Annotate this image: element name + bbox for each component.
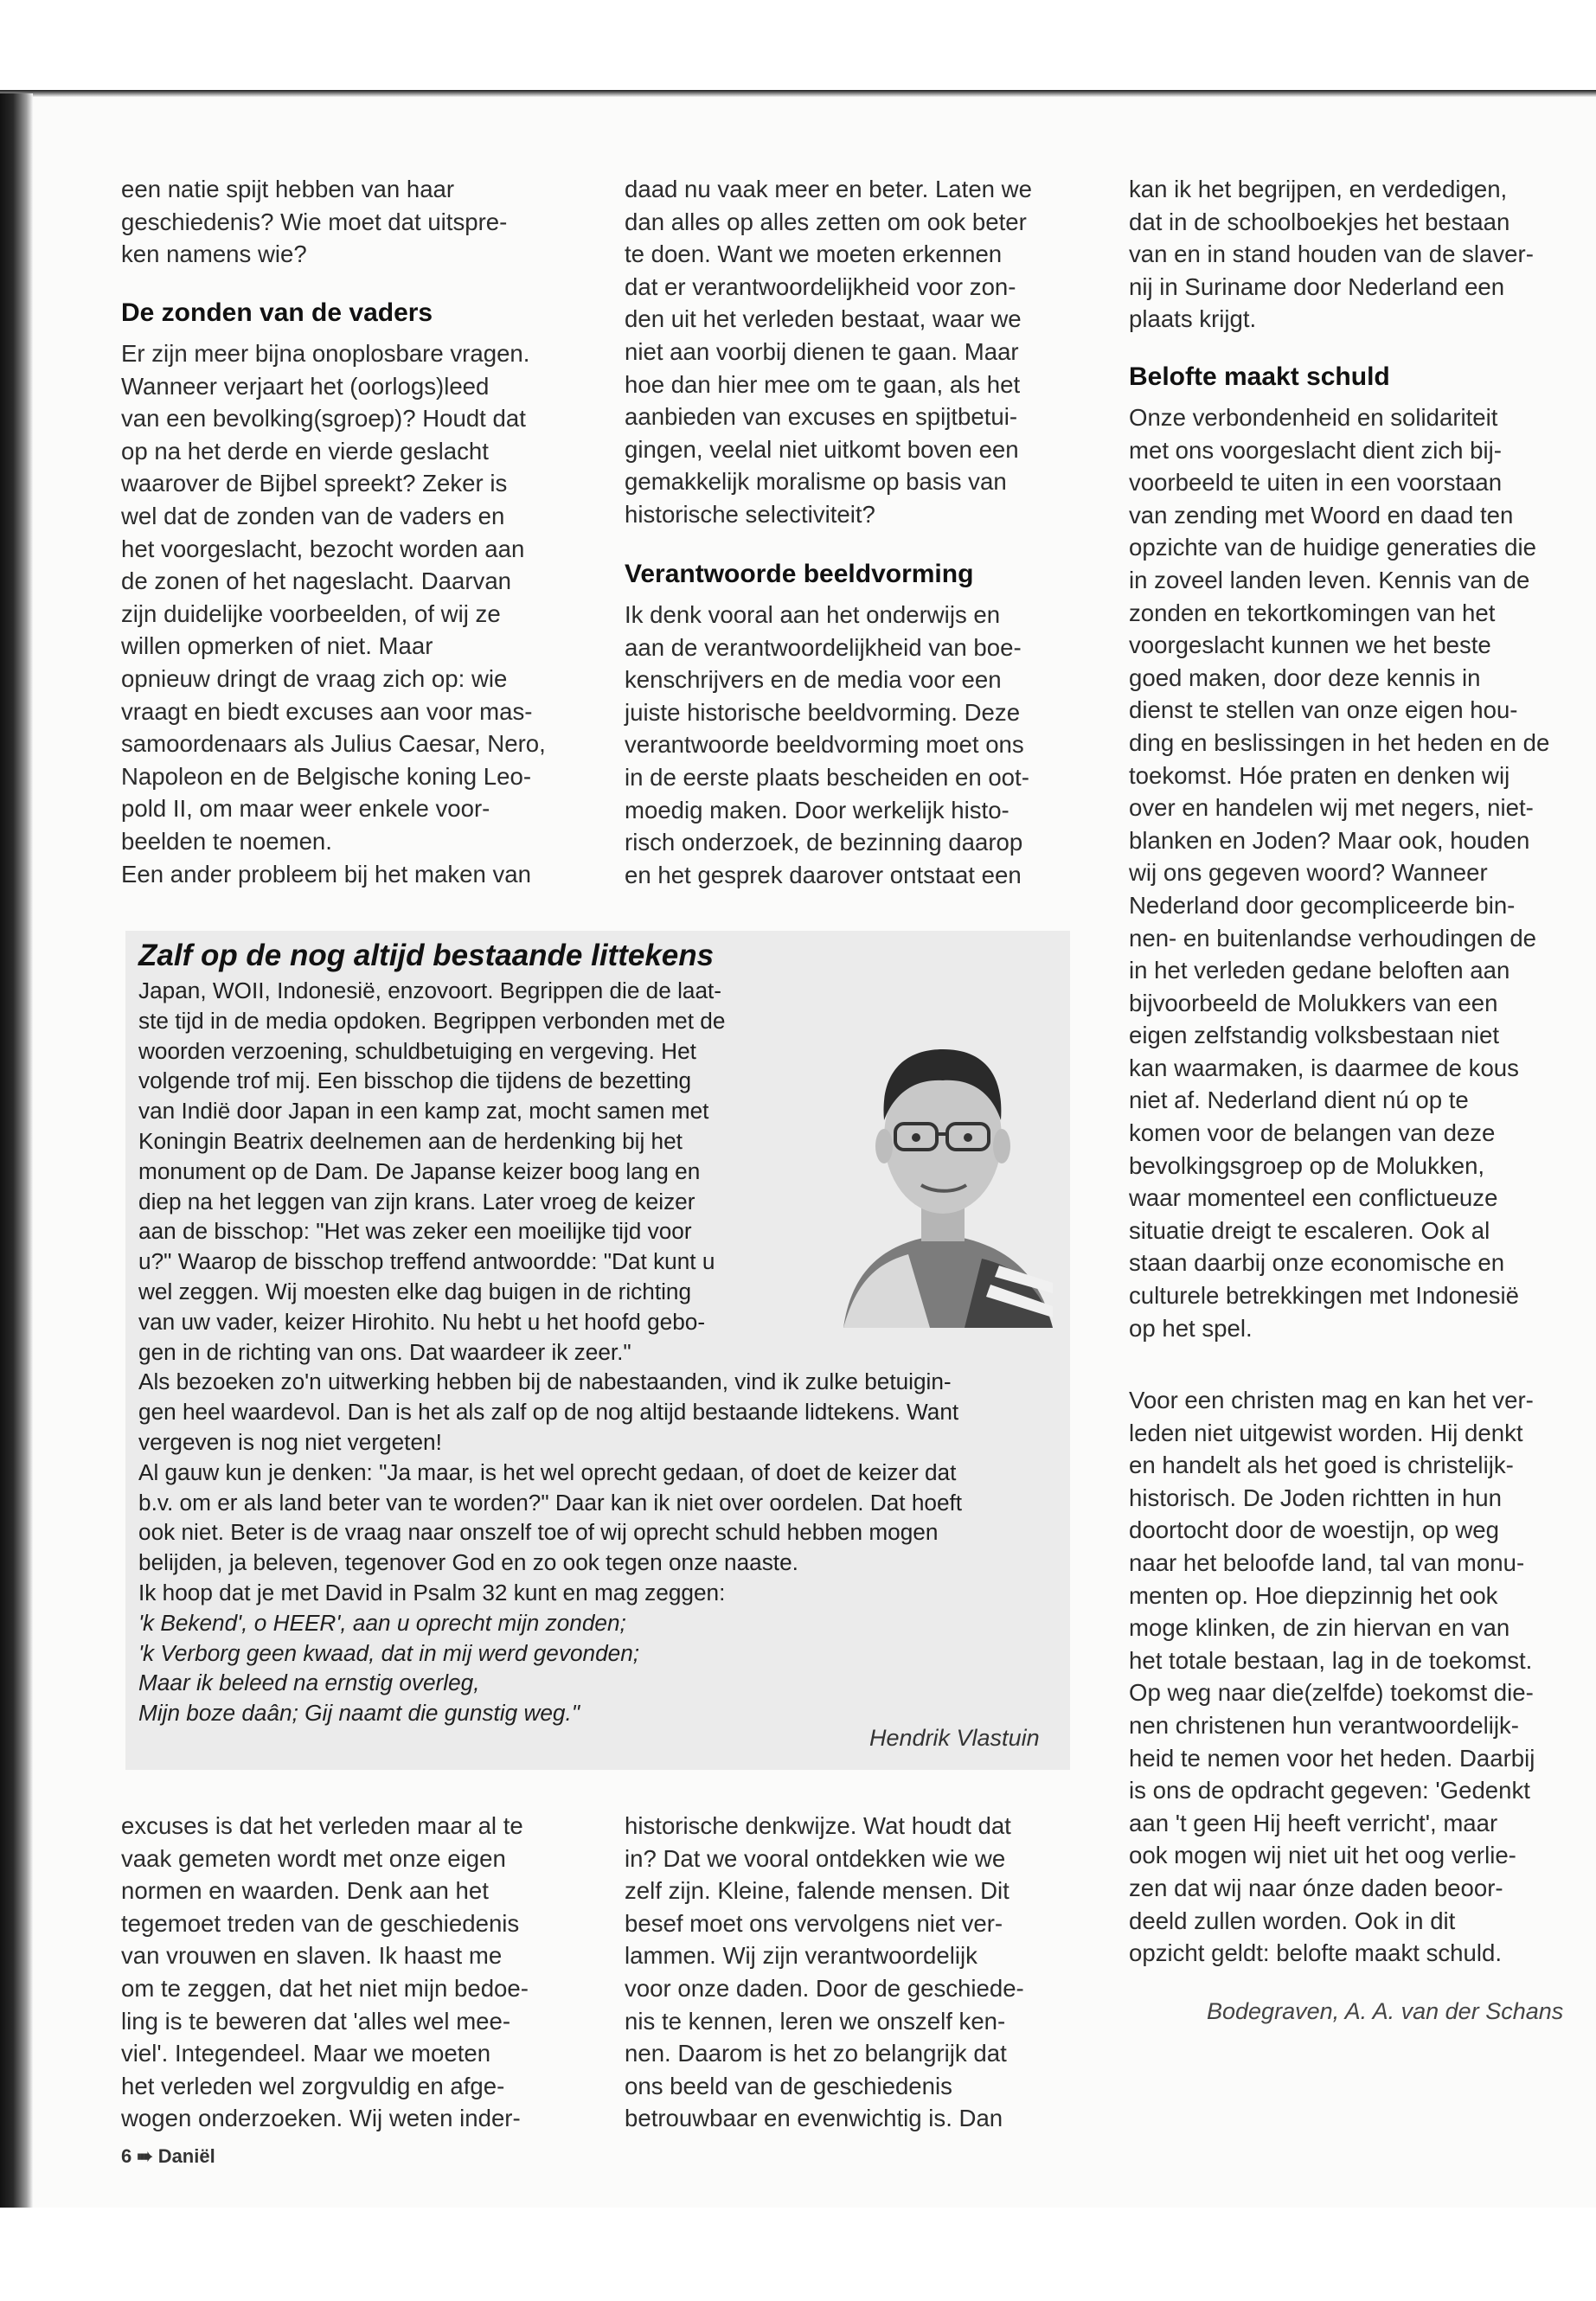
text-line: Op weg naar die(zelfde) toekomst die- [1129,1679,1534,1707]
text-line: dat er verantwoordelijkheid voor zon- [625,272,1016,300]
text-line: zen dat wij naar ónze daden beoor- [1129,1874,1503,1901]
text-line: Mijn boze daân; Gij naamt die gunstig weg." [138,1700,580,1727]
text-line: met ons voorgeslacht dient zich bij- [1129,436,1502,464]
text-line: om te zeggen, dat het niet mijn bedoe- [121,1974,529,2002]
text-line: in het verleden gedane beloften aan [1129,957,1510,984]
col1-body [121,337,546,890]
text-line: voor onze daden. Door de geschiede- [625,1974,1024,2002]
text-line: bevolkingsgroep op de Molukken, [1129,1151,1485,1179]
text-line: Wanneer verjaart het (oorlogs)leed [121,372,490,400]
text-line: 'k Verborg geen kwaad, dat in mij werd gevonden; [138,1639,640,1666]
text-line: besef moet ons vervolgens niet ver- [625,1909,1003,1937]
text-line: wel dat de zonden van de vaders en [121,502,505,529]
text-line: lammen. Wij zijn verantwoordelijk [625,1942,977,1970]
psalm-quote [138,1608,962,1728]
text-line: en handelt als het goed is christelijk- [1129,1452,1514,1479]
text-line: in? Dat we vooral ontdekken wie we [625,1844,1006,1872]
text-line: dan alles op alles zetten om ook beter [625,208,1027,235]
text-line: ook niet. Beter is de vraag naar onszelf toe of wij oprecht schuld hebben mogen [138,1519,939,1546]
text-line: in zoveel landen leven. Kennis van de [1129,566,1530,593]
scan-margin-top [0,0,1596,93]
text-line: het voorgeslacht, bezocht worden aan [121,535,525,562]
text-line: Ik denk vooral aan het onderwijs en [625,601,1001,628]
text-line: aan 't geen Hij heeft verricht', maar [1129,1809,1498,1836]
text-line: Voor een christen mag en kan het ver- [1129,1387,1534,1413]
text-line: niet aan voorbij dienen te gaan. Maar [625,337,1019,365]
col2-intro [625,173,1032,531]
text-line: pold II, om maar weer enkele voor- [121,795,490,823]
text-line: opzicht geldt: belofte maakt schuld. [1129,1939,1503,1967]
text-line: zijn duidelijke voorbeelden, of wij ze [121,599,501,627]
text-line: ste tijd in de media opdoken. Begrippen verbonden met de [138,1007,726,1034]
text-line: Er zijn meer bijna onoplosbare vragen. [121,340,530,367]
text-line: nij in Suriname door Nederland een [1129,272,1505,300]
text-line: op na het derde en vierde geslacht [121,437,489,465]
author-portrait-photo [826,1008,1060,1328]
text-line: volgende trof mij. Een bisschop die tijdens de bezetting [138,1067,692,1094]
text-line: opzichte van de huidige generaties die [1129,534,1536,561]
text-line: van uw vader, keizer Hirohito. Nu hebt u het hoofd gebo- [138,1308,706,1335]
text-line: diep na het leggen van zijn krans. Later vroeg de keizer [138,1188,695,1215]
heading-zonden: De zonden van de vaders [121,298,433,327]
text-line: gemakkelijk moralisme op basis van [625,468,1007,496]
text-line: leden niet uitgewist worden. Hij denkt [1129,1419,1523,1446]
scan-shadow-left [0,93,33,2214]
text-line: nen. Daarom is het zo belangrijk dat [625,2040,1007,2067]
col2-bottom [625,1810,1024,2135]
text-line: van zending met Woord en daad ten [1129,501,1514,529]
text-line: geschiedenis? Wie moet dat uitspre- [121,208,508,235]
heading-beeldvorming: Verantwoorde beeldvorming [625,560,974,588]
text-line: naar het beloofde land, tal van monu- [1129,1548,1525,1576]
text-line: juiste historische beeldvorming. Deze [625,698,1021,726]
text-line: deeld zullen worden. Ook in dit [1129,1907,1456,1934]
text-line: nis te kennen, leren we onszelf ken- [625,2007,1006,2035]
text-line: zonden en tekortkomingen van het [1129,599,1496,626]
magazine-name: Daniël [157,2145,215,2167]
text-line: historische denkwijze. Wat houdt dat [625,1812,1011,1839]
text-line: aan de verantwoordelijkheid van boe- [625,633,1022,661]
col2-body [625,599,1029,891]
col1-intro [121,173,507,271]
text-line: eigen zelfstandig volksbestaan niet [1129,1022,1499,1049]
text-line: Onze verbondenheid en solidariteit [1129,404,1498,431]
text-line: Als bezoeken zo'n uitwerking hebben bij de nabestaanden, vind ik zulke betuigin- [138,1368,952,1395]
text-line: vaak gemeten wordt met onze eigen [121,1844,506,1872]
heading-belofte: Belofte maakt schuld [1129,362,1390,391]
text-line: Japan, WOII, Indonesië, enzovoort. Begrippen die de laat- [138,977,722,1003]
text-line: Ik hoop dat je met David in Psalm 32 kunt en mag zeggen: [138,1579,726,1606]
text-line: staan daarbij onze economische en [1129,1249,1505,1277]
text-line: dienst te stellen van onze eigen hou- [1129,696,1518,724]
text-line: waar momenteel een conflictueuze [1129,1184,1498,1212]
text-line: tegemoet treden van de geschiedenis [121,1909,520,1937]
text-line: plaats krijgt. [1129,305,1257,333]
page-number: 6 [121,2145,132,2167]
text-line: Al gauw kun je denken: "Ja maar, is het wel oprecht gedaan, of doet de keizer dat [138,1458,957,1485]
text-line: Een ander probleem bij het maken van [121,860,531,888]
text-line: toekomst. Hóe praten en denken wij [1129,761,1510,789]
text-line: woorden verzoening, schuldbetuiging en vergeving. Het [138,1037,696,1064]
text-line: dat in de schoolboekjes het bestaan [1129,208,1510,235]
text-line: waarover de Bijbel spreekt? Zeker is [121,470,508,497]
text-line: ken namens wie? [121,240,307,268]
text-line: viel'. Integendeel. Maar we moeten [121,2040,491,2067]
text-line: daad nu vaak meer en beter. Laten we [625,176,1032,202]
scan-margin-bottom [0,2208,1596,2301]
text-line: moge klinken, de zin hiervan en van [1129,1614,1510,1642]
text-line: willen opmerken of niet. Maar [121,632,433,660]
col3-paragraph-2 [1129,1384,1535,1970]
text-line: Koningin Beatrix deelnemen aan de herdenking bij het [138,1127,683,1154]
col3-body [1129,401,1549,1344]
text-line: goed maken, door deze kennis in [1129,663,1481,691]
feature-box-signature: Hendrik Vlastuin [869,1725,1040,1751]
text-line: u?" Waarop de bisschop treffend antwoordde: "Dat kunt u [138,1248,715,1275]
text-line: wel zeggen. Wij moesten elke dag buigen in de richting [138,1278,692,1304]
text-line: ons beeld van de geschiedenis [625,2072,952,2099]
text-line: is ons de opdracht gegeven: 'Gedenkt [1129,1777,1530,1804]
text-line: belijden, ja beleven, tegenover God en zo ook tegen onze naaste. [138,1549,798,1576]
text-line: kan waarmaken, is daarmee de kous [1129,1054,1519,1081]
text-line: samoordenaars als Julius Caesar, Nero, [121,730,546,758]
text-line: Nederland door gecompliceerde bin- [1129,891,1516,919]
text-line: van Indië door Japan in een kamp zat, mocht samen met [138,1098,709,1125]
text-line: blanken en Joden? Maar ook, houden [1129,826,1530,854]
text-line: Napoleon en de Belgische koning Leo- [121,762,532,790]
text-line: 'k Bekend', o HEER', aan u oprecht mijn zonden; [138,1609,626,1636]
text-line: den uit het verleden bestaat, waar we [625,305,1022,333]
text-line: kan ik het begrijpen, en verdedigen, [1129,176,1508,202]
col1-bottom [121,1810,529,2135]
text-line: kenschrijvers en de media voor een [625,666,1002,694]
text-line: gen heel waardevol. Dan is het als zalf op de nog altijd bestaande lidtekens. Want [138,1399,959,1426]
text-line: situatie dreigt te escaleren. Ook al [1129,1216,1490,1244]
text-line: op het spel. [1129,1314,1253,1342]
text-line: heid te nemen voor het heden. Daarbij [1129,1744,1535,1772]
scan-shadow-line [0,90,1596,97]
text-line: culturele betrekkingen met Indonesië [1129,1282,1519,1310]
text-line: verantwoorde beeldvorming moet ons [625,731,1024,759]
text-line: monument op de Dam. De Japanse keizer boog lang en [138,1157,701,1184]
text-line: beelden te noemen. [121,827,332,855]
text-line: moedig maken. Door werkelijk histo- [625,796,1010,824]
text-line: Maar ik beleed na ernstig overleg, [138,1670,480,1696]
text-line: wogen onderzoeken. Wij weten inder- [121,2105,521,2132]
author-signature: Bodegraven, A. A. van der Schans [1207,1998,1564,2024]
text-line: voorgeslacht kunnen we het beste [1129,631,1491,659]
text-line: nen christenen hun verantwoordelijk- [1129,1711,1519,1739]
text-line: wij ons gegeven woord? Wanneer [1129,859,1488,887]
text-line: historisch. De Joden richtten in hun [1129,1484,1503,1511]
text-line: zelf zijn. Kleine, falende mensen. Dit [625,1877,1010,1905]
text-line: ook mogen wij niet uit het oog verlie- [1129,1842,1516,1869]
text-line: en het gesprek daarover ontstaat een [625,861,1022,888]
text-line: ling is te beweren dat 'alles wel mee- [121,2007,511,2035]
text-line: een natie spijt hebben van haar [121,176,455,202]
text-line: nen- en buitenlandse verhoudingen de [1129,924,1537,952]
text-line: niet af. Nederland dient nú op te [1129,1086,1469,1114]
text-line: ding en beslissingen in het heden en de [1129,728,1550,756]
col3-intro [1129,173,1534,336]
text-line: vraagt en biedt excuses aan voor mas- [121,697,533,725]
text-line: doortocht door de woestijn, op weg [1129,1516,1499,1544]
text-line: te doen. Want we moeten erkennen [625,240,1003,268]
text-line: menten op. Hoe diepzinnig het ook [1129,1581,1498,1609]
page-footer [121,2145,215,2168]
text-line: in de eerste plaats bescheiden en oot- [625,763,1029,791]
text-line: van vrouwen en slaven. Ik haast me [121,1942,503,1970]
text-line: aanbieden van excuses en spijtbetui- [625,403,1018,431]
text-line: van en in stand houden van de slaver- [1129,240,1534,268]
arrow-icon: ➠ [137,2145,153,2167]
text-line: bijvoorbeeld de Molukkers van een [1129,989,1498,1016]
text-line: de zonen of het nageslacht. Daarvan [121,567,512,595]
text-line: gen in de richting van ons. Dat waardeer ik zeer." [138,1338,631,1365]
text-line: komen voor de belangen van deze [1129,1119,1496,1147]
text-line: b.v. om er als land beter van te worden?" Daar kan ik niet over oordelen. Dat hoeft [138,1489,963,1516]
text-line: het totale bestaan, lag in de toekomst. [1129,1646,1533,1674]
text-line: betrouwbaar en evenwichtig is. Dan [625,2105,1003,2132]
text-line: risch onderzoek, de bezinning daarop [625,829,1023,856]
text-line: het verleden wel zorgvuldig en afge- [121,2072,505,2099]
text-line: normen en waarden. Denk aan het [121,1877,489,1905]
text-line: voorbeeld te uiten in een voorstaan [1129,469,1503,497]
text-line: hoe dan hier mee om te gaan, als het [625,370,1021,398]
text-line: over en handelen wij met negers, niet- [1129,794,1534,822]
text-line: excuses is dat het verleden maar al te [121,1812,523,1839]
text-line: opnieuw dringt de vraag zich op: wie [121,664,508,692]
feature-box-title: Zalf op de nog altijd bestaande littekens [138,939,715,972]
text-line: van een bevolking(sgroep)? Houdt dat [121,405,526,433]
text-line: vergeven is nog niet vergeten! [138,1428,442,1455]
text-line: aan de bisschop: "Het was zeker een moeilijke tijd voor [138,1218,692,1245]
text-line: historische selectiviteit? [625,500,875,528]
text-line: gingen, veelal niet uitkomt boven een [625,435,1019,463]
